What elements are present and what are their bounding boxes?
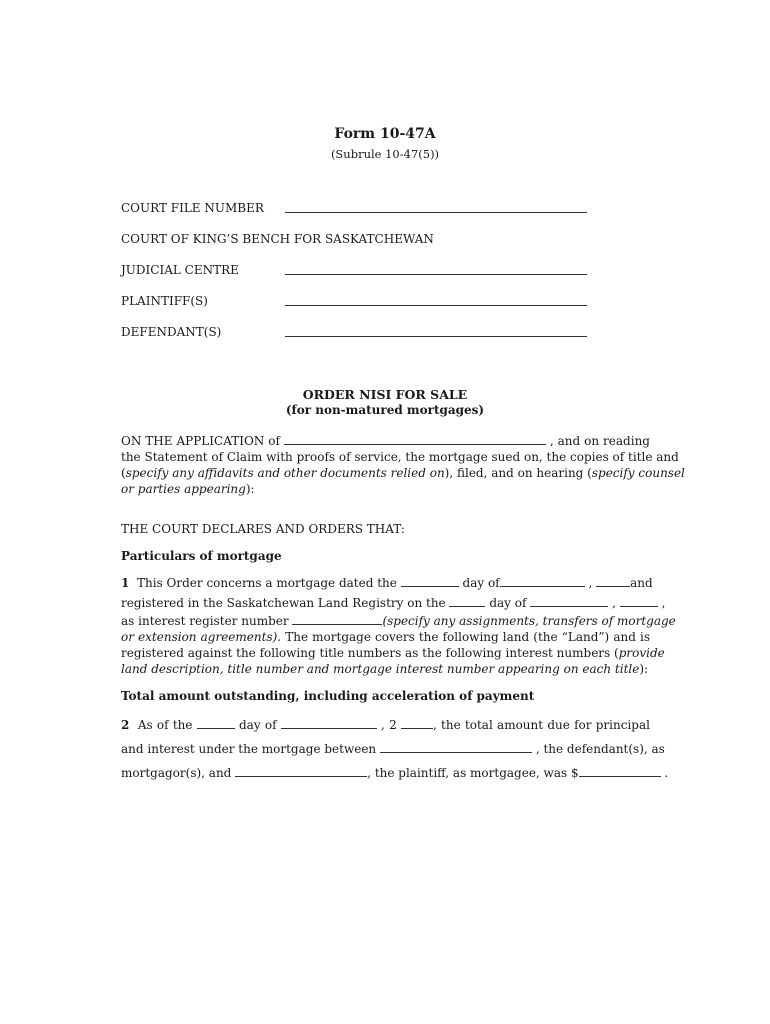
registration-month-blank[interactable] [530,596,608,607]
plaintiffs-label: PLAINTIFF(S) [121,294,208,308]
judicial-centre-field[interactable] [285,274,587,275]
judicial-centre-label: JUDICIAL CENTRE [121,263,239,277]
section1-line-1: 1 This Order concerns a mortgage dated the day of , and [121,576,653,590]
plaintiffs-field[interactable] [285,305,587,306]
section1-line-4: or extension agreements). The mortgage covers the following land (the “Land”) and is [121,630,650,644]
application-line-2: the Statement of Claim with proofs of service, the mortgage sued on, the copies of title and [121,450,679,464]
registration-year-blank[interactable] [620,596,658,607]
form-title: Form 10-47A [334,126,436,142]
as-of-year-blank[interactable] [401,718,433,729]
section2-line-3: mortgagor(s), and , the plaintiff, as mortgagee, was $ . [121,766,669,780]
section1-line-6: land description, title number and mortgage interest number appearing on each title): [121,662,649,676]
section1-heading: Particulars of mortgage [121,549,282,563]
application-line-4: or parties appearing): [121,482,255,496]
section2-heading: Total amount outstanding, including acceleration of payment [121,689,535,703]
court-file-number-label: COURT FILE NUMBER [121,201,264,215]
section1-line-5: registered against the following title numbers as the following interest numbers (provide [121,646,665,660]
amount-due-blank[interactable] [579,766,661,777]
section1-paragraph [121,574,676,677]
interest-register-number-blank[interactable] [292,614,382,625]
as-of-day-blank[interactable] [197,718,235,729]
defendants-field[interactable] [285,336,587,337]
applicant-blank[interactable] [284,434,546,445]
as-of-month-blank[interactable] [281,718,377,729]
mortgage-date-day-blank[interactable] [401,576,459,587]
court-file-number-field[interactable] [285,212,587,213]
court-name: COURT OF KING’S BENCH FOR SASKATCHEWAN [121,232,434,246]
court-declares: THE COURT DECLARES AND ORDERS THAT: [121,522,405,536]
plaintiff-name-blank[interactable] [235,766,367,777]
form-subtitle: (Subrule 10-47(5)) [330,147,440,161]
mortgage-date-month-blank[interactable] [500,576,585,587]
application-line-3: (specify any affidavits and other documents relied on), filed, and on hearing (specify counsel [121,466,685,480]
defendants-label: DEFENDANT(S) [121,325,222,339]
order-subtitle: (for non-matured mortgages) [285,403,485,417]
registration-day-blank[interactable] [449,596,485,607]
application-paragraph [121,433,685,497]
section2-line-1: 2 As of the day of , 2 , the total amount due for principal [121,718,650,732]
defendant-name-blank[interactable] [380,742,532,753]
section2-line-2: and interest under the mortgage between , the defendant(s), as [121,742,665,756]
section2-paragraph [121,713,669,785]
section1-line-2: registered in the Saskatchewan Land Registry on the day of , , [121,596,666,610]
section1-line-3: as interest register number (specify any assignments, transfers of mortgage [121,614,676,628]
mortgage-date-year-blank[interactable] [596,576,630,587]
application-line-1: ON THE APPLICATION of , and on reading [121,434,650,448]
order-title: ORDER NISI FOR SALE [302,387,468,402]
